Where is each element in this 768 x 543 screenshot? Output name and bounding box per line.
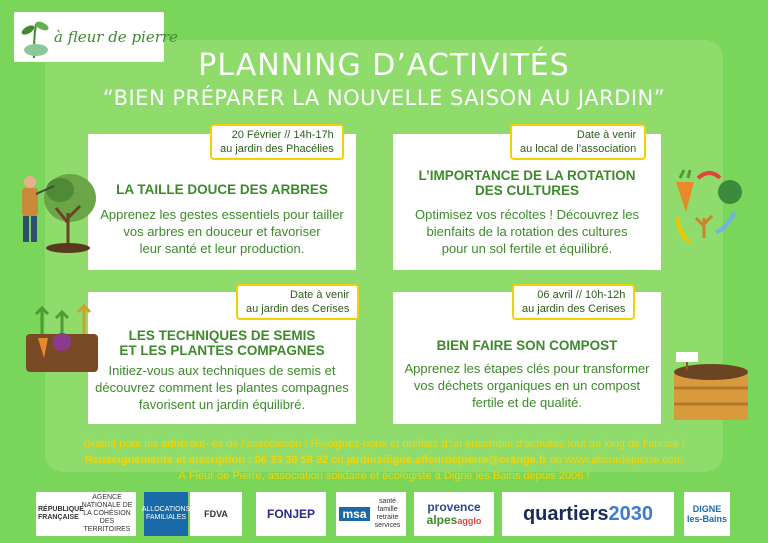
- crop-rotation-icon: [664, 168, 750, 254]
- date-tag: 20 Février // 14h-17h au jardin des Phacélies: [210, 124, 344, 160]
- logo-fdva: FDVA: [190, 492, 242, 536]
- logo-msa: msa santé famille retraite services: [336, 492, 406, 536]
- card-title: L’IMPORTANCE DE LA ROTATION DES CULTURES: [418, 168, 636, 198]
- contact-email[interactable]: jardinsdigne.afleurdepierre@orange.fr: [346, 454, 547, 466]
- footer-free-note: Gratuit pour les adhérent- es de l’association ! Rejoignez-nous et profitez d’un ensemble d’activités tout au long de l’année !: [83, 438, 685, 450]
- footer-contact: Renseignements et inscription : 06 33 30 58 32 ou jardinsdigne.afleurdepierre@orange.fr ou www.afleurdepierre.com: [84, 454, 684, 466]
- logo-digne-les-bains: DIGNE les-Bains: [684, 492, 730, 536]
- website-link[interactable]: ou www.afleurdepierre.com: [546, 454, 684, 466]
- gardener-tree-illustration: [8, 168, 100, 254]
- logo-republique-francaise: RÉPUBLIQUE FRANÇAISE AGENCE NATIONALE DE LA COHÉSION DES TERRITOIRES: [36, 492, 136, 536]
- date-tag: Date à venir au jardin des Cerises: [236, 284, 359, 320]
- logo-fonjep: FONJEP: [256, 492, 326, 536]
- compost-bin-illustration: [668, 348, 754, 424]
- partner-logos: [0, 492, 768, 538]
- card-body: Optimisez vos récoltes ! Découvrez les bienfaits de la rotation des cultures pour un sol fertile et équilibré.: [415, 207, 639, 256]
- vegetables-soil-illustration: [22, 298, 102, 376]
- page-subtitle: “BIEN PRÉPARER LA NOUVELLE SAISON AU JARDIN”: [102, 86, 666, 110]
- card-body: Initiez-vous aux techniques de semis et découvrez comment les plantes compagnes favorisent un jardin équilibré.: [95, 363, 349, 412]
- date-tag: 06 avril // 10h-12h au jardin des Cerises: [512, 284, 635, 320]
- logo-caf: ALLOCATIONS FAMILIALES: [144, 492, 188, 536]
- card-body: Apprenez les étapes clés pour transformer vos déchets organiques en un compost fertile et de qualité.: [404, 361, 650, 410]
- card-title: BIEN FAIRE SON COMPOST: [436, 338, 618, 353]
- card-body: Apprenez les gestes essentiels pour tailler vos arbres en douceur et favoriser leur santé et leur production.: [100, 207, 344, 256]
- footer-info: [30, 436, 738, 484]
- page-title: PLANNING D’ACTIVITÉS: [198, 48, 570, 83]
- logo-text: à fleur de pierre: [54, 28, 178, 46]
- logo-quartiers-2030: quartiers 2030: [502, 492, 674, 536]
- date-tag: Date à venir au local de l’association: [510, 124, 646, 160]
- logo-provence-alpes-agglo: provence alpesagglo: [414, 492, 494, 536]
- card-title: LA TAILLE DOUCE DES ARBRES: [116, 182, 328, 197]
- card-title: LES TECHNIQUES DE SEMIS ET LES PLANTES COMPAGNES: [119, 328, 325, 358]
- footer-association: À Fleur de Pierre, association solidaire et écologiste à Digne les Bains depuis 2006 !: [178, 470, 590, 482]
